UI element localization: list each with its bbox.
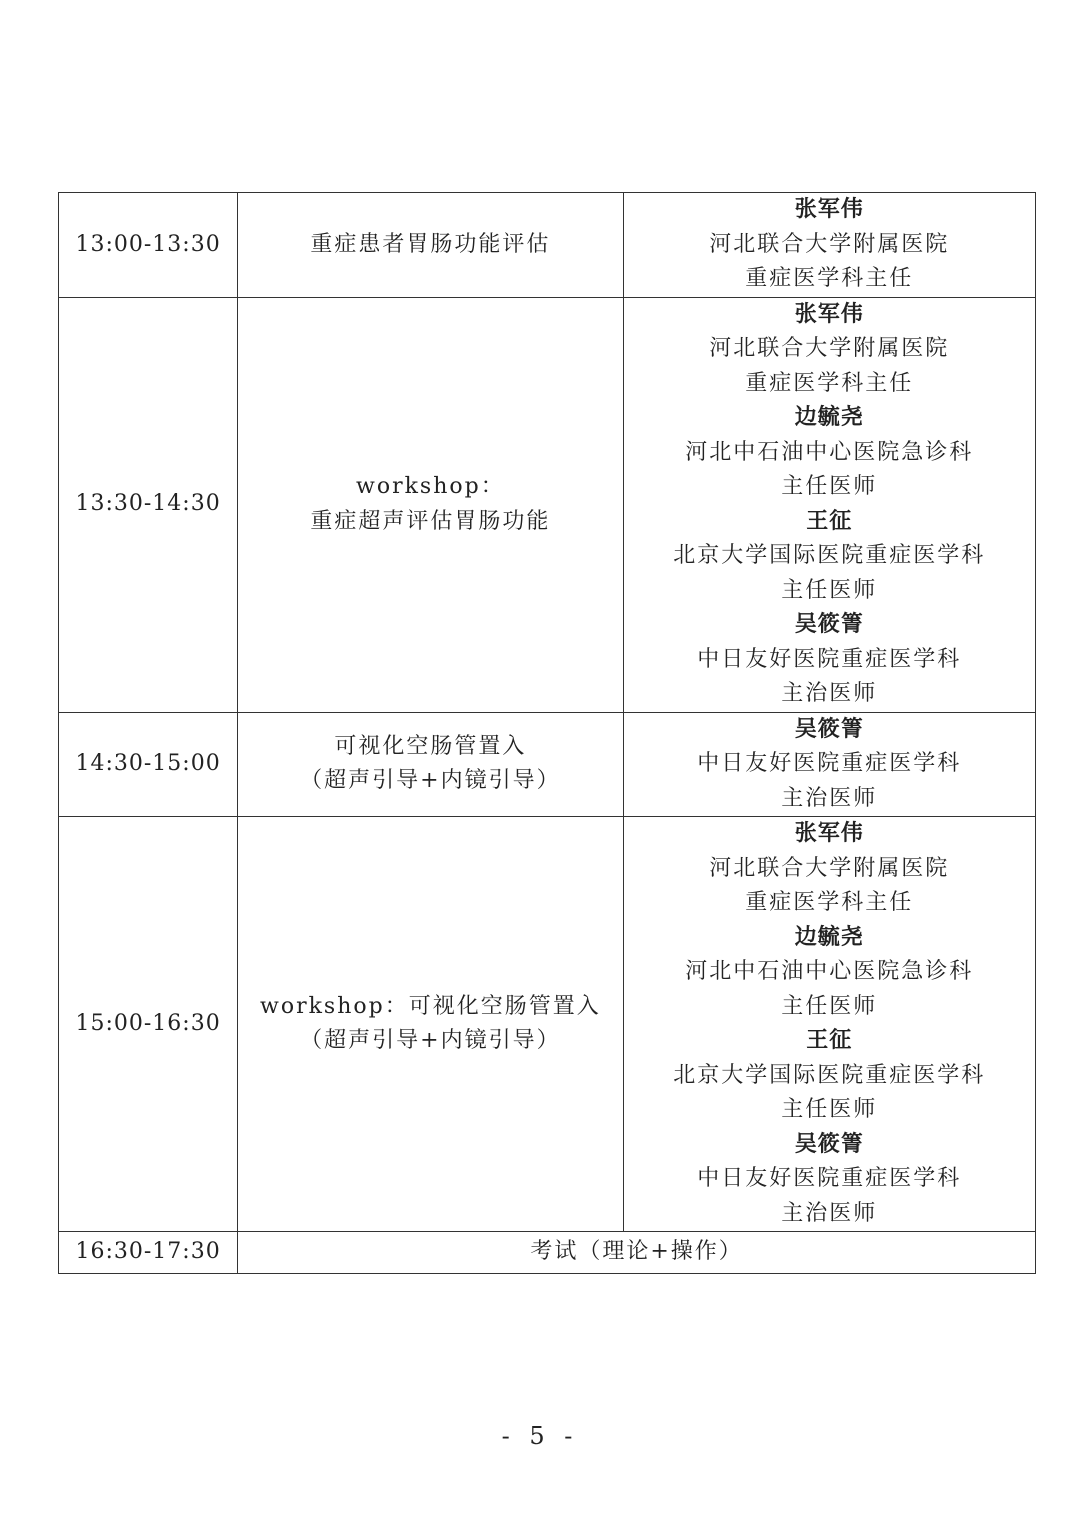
- speaker-name: 张军伟: [794, 301, 864, 327]
- speaker-name: 王征: [806, 508, 853, 534]
- speaker-block: [624, 193, 1035, 297]
- speaker-title: 主任医师: [781, 1097, 878, 1122]
- speaker-affiliation: 北京大学国际医院重症医学科: [673, 543, 986, 568]
- topic-line: （超声引导+内镜引导）: [300, 768, 561, 794]
- speaker-title: 重症医学科主任: [745, 890, 914, 915]
- speaker-cell: [623, 297, 1035, 712]
- speaker-affiliation: 河北联合大学附属医院: [709, 231, 950, 257]
- speaker-title: 主治医师: [781, 681, 878, 706]
- speaker-block: [624, 817, 1035, 921]
- speaker-block: [624, 298, 1035, 402]
- speaker-name: 张军伟: [794, 197, 864, 222]
- speaker-affiliation: 河北联合大学附属医院: [709, 336, 950, 361]
- speaker-block: [624, 401, 1035, 505]
- topic-line: 重症超声评估胃肠功能: [310, 508, 551, 534]
- topic-line: 重症患者胃肠功能评估: [310, 231, 551, 257]
- time-cell: [59, 193, 238, 298]
- speaker-title: 主任医师: [781, 577, 878, 603]
- speaker-title: 主治医师: [781, 1200, 878, 1226]
- speaker-name: 王征: [806, 1028, 853, 1053]
- topic-cell: [238, 817, 623, 1232]
- time-cell: [59, 297, 238, 712]
- time-cell: [59, 1232, 238, 1274]
- time-text: 15:00-16:30: [75, 1010, 221, 1036]
- table-row: [59, 712, 1036, 817]
- time-text: 14:30-15:00: [75, 751, 221, 776]
- speaker-title: 主任医师: [781, 993, 878, 1019]
- topic-line: （超声引导+内镜引导）: [300, 1028, 561, 1053]
- speaker-title: 主任医师: [781, 474, 878, 499]
- speaker-name: 边毓尧: [794, 924, 864, 950]
- topic-line: 可视化空肠管置入: [334, 733, 527, 759]
- time-cell: [59, 817, 238, 1232]
- speaker-affiliation: 中日友好医院重症医学科: [697, 646, 962, 672]
- topic-cell: [238, 193, 623, 298]
- speaker-cell: [623, 817, 1035, 1232]
- speaker-cell: [623, 193, 1035, 298]
- speaker-block: [624, 1128, 1035, 1232]
- speaker-affiliation: 河北中石油中心医院急诊科: [685, 439, 974, 465]
- time-text: 13:00-13:30: [75, 231, 221, 257]
- speaker-name: 吴筱箐: [794, 716, 864, 742]
- speaker-title: 主治医师: [781, 785, 878, 811]
- topic-cell: [238, 712, 623, 817]
- speaker-affiliation: 河北联合大学附属医院: [709, 855, 950, 881]
- page-number: - 5 -: [501, 1422, 579, 1450]
- topic-line: workshop：: [356, 474, 505, 499]
- schedule-body: [59, 193, 1036, 1274]
- time-text: 13:30-14:30: [75, 491, 221, 517]
- speaker-title: 重症医学科主任: [745, 266, 914, 291]
- speaker-title: 重症医学科主任: [745, 370, 914, 396]
- activity-text: 考试（理论+操作）: [530, 1239, 743, 1265]
- speaker-name: 张军伟: [794, 821, 864, 846]
- table-row: [59, 1232, 1036, 1274]
- time-cell: [59, 712, 238, 817]
- speaker-affiliation: 中日友好医院重症医学科: [697, 1166, 962, 1191]
- schedule-table: [58, 192, 1036, 1274]
- speaker-block: [624, 713, 1035, 817]
- speaker-name: 边毓尧: [794, 405, 864, 430]
- speaker-block: [624, 505, 1035, 609]
- time-text: 16:30-17:30: [75, 1239, 221, 1265]
- speaker-name: 吴筱箐: [794, 1131, 864, 1157]
- activity-cell: [238, 1232, 1036, 1274]
- speaker-cell: [623, 712, 1035, 817]
- speaker-affiliation: 河北中石油中心医院急诊科: [685, 959, 974, 984]
- speaker-affiliation: 中日友好医院重症医学科: [697, 751, 962, 776]
- topic-cell: [238, 297, 623, 712]
- speaker-block: [624, 921, 1035, 1025]
- speaker-block: [624, 1024, 1035, 1128]
- table-row: [59, 297, 1036, 712]
- speaker-name: 吴筱箐: [794, 612, 864, 637]
- topic-line: workshop：可视化空肠管置入: [260, 993, 601, 1019]
- speaker-block: [624, 608, 1035, 712]
- table-row: [59, 193, 1036, 298]
- table-row: [59, 817, 1036, 1232]
- speaker-affiliation: 北京大学国际医院重症医学科: [673, 1062, 986, 1088]
